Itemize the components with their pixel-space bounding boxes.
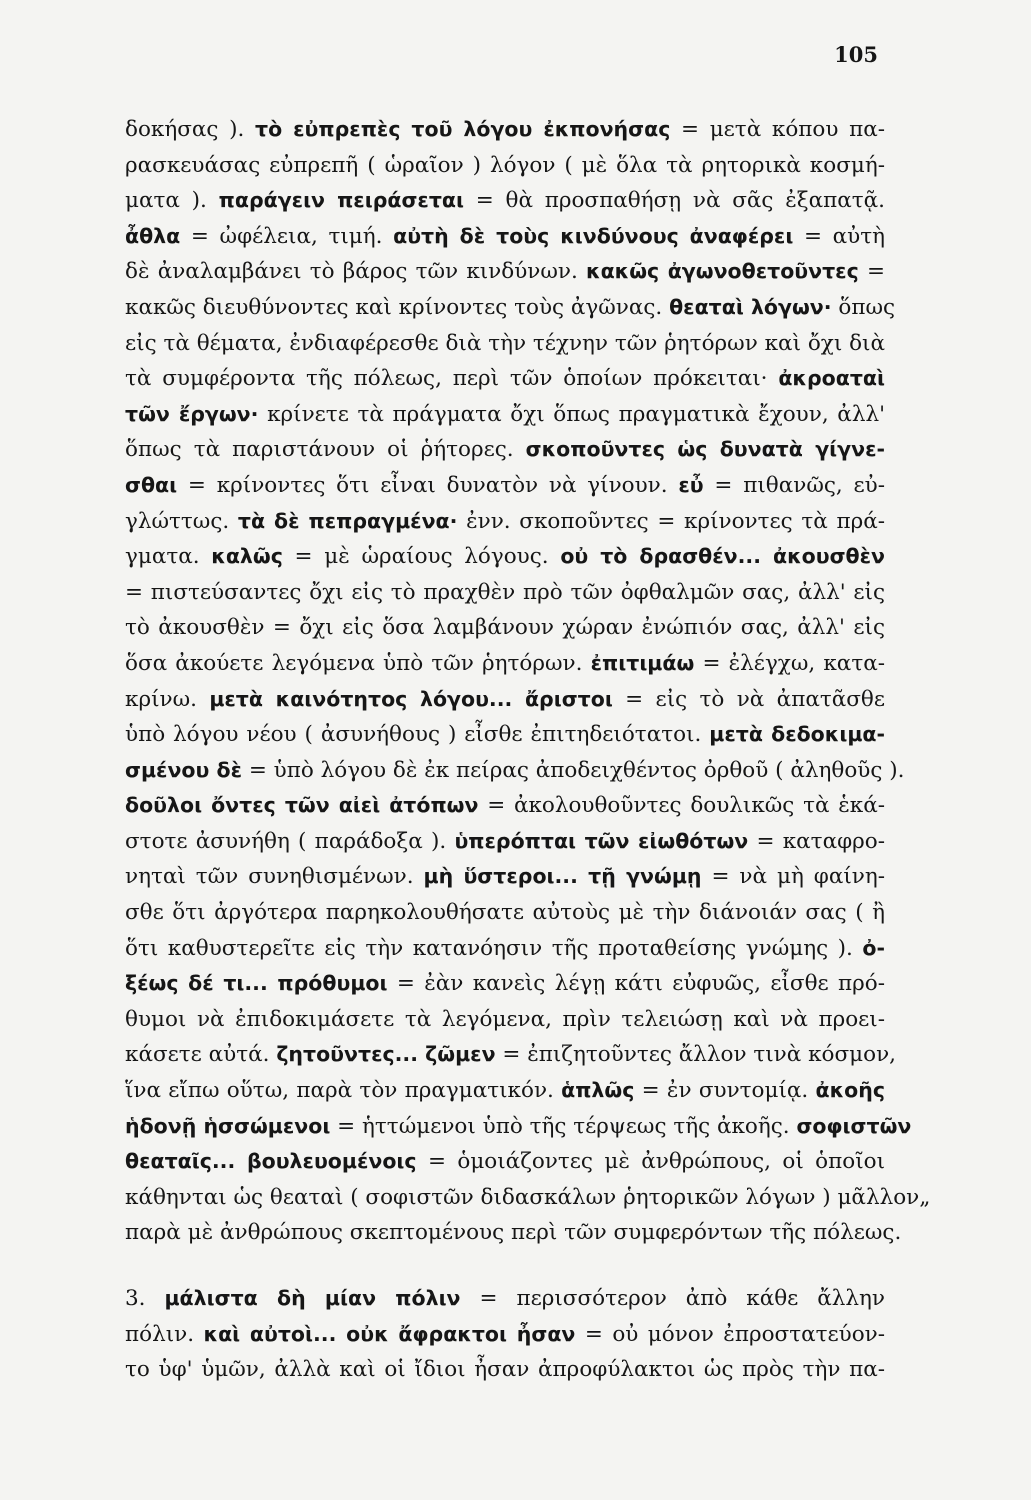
text-line <box>125 966 885 1002</box>
gloss-text: ὅτι καθυστερεῖτε εἰς τὴν κατανόησιν τῆς προταθείσης γνώμης ). <box>125 935 863 961</box>
gloss-text: ἐνν. σκοποῦντες = κρίνοντες τὰ πρά- <box>457 508 885 534</box>
text-line <box>125 717 885 753</box>
lemma-bold: ἀκροαταὶ <box>778 366 885 391</box>
lemma-bold: καὶ αὐτοὶ... οὐκ ἄφρακτοι ἦσαν <box>203 1321 576 1346</box>
gloss-text: = πιθανῶς, εὐ- <box>703 472 886 498</box>
lemma-bold: μάλιστα δὴ μίαν πόλιν <box>164 1286 461 1310</box>
text-line <box>125 219 885 255</box>
gloss-text: γματα. <box>125 544 212 570</box>
text-line <box>125 895 885 931</box>
gloss-text: = ἐν συντομίᾳ. <box>634 1078 816 1104</box>
gloss-text: το ὑφ' ὑμῶν, ἀλλὰ καὶ οἱ ἴδιοι ἦσαν ἀπροφύλακτοι ὡς πρὸς τὴν πα- <box>125 1357 885 1383</box>
section-gap <box>125 1251 885 1281</box>
text-line <box>125 788 885 824</box>
text-line <box>125 468 885 504</box>
text-line <box>125 1215 902 1251</box>
gloss-text: ματα ). <box>125 188 219 214</box>
lemma-bold: μετὰ δεδοκιμα- <box>709 722 885 747</box>
text-line <box>125 326 885 362</box>
gloss-text: = θὰ προσπαθήσῃ νὰ σᾶς ἐξαπατᾷ. <box>463 188 885 214</box>
commentary-section <box>125 112 931 1251</box>
text-line <box>125 1037 896 1073</box>
gloss-text: κακῶς διευθύνοντες καὶ κρίνοντες τοὺς ἀγῶνας. <box>125 294 670 320</box>
text-line <box>125 112 885 148</box>
gloss-text: τὸ ἀκουσθὲν = ὄχι εἰς ὅσα λαμβάνουν χώραν ἐνώπιόν σας, ἀλλ' εἰς <box>125 615 885 641</box>
gloss-text: τὰ συμφέροντα τῆς πόλεως, περὶ τῶν ὁποίων πρόκειται· <box>125 366 779 392</box>
text-line <box>125 859 885 895</box>
gloss-text: = μὲ ὡραίους λόγους. <box>282 544 561 570</box>
lemma-bold: τῶν ἔργων· <box>125 401 259 426</box>
lemma-bold: αὐτὴ δὲ τοὺς κινδύνους ἀναφέρει <box>393 223 794 248</box>
gloss-text: ὅπως τὰ παριστάνουν οἱ ῥήτορες. <box>125 437 526 463</box>
text-line <box>125 575 885 611</box>
lemma-bold: σθαι <box>125 472 178 497</box>
lemma-bold: ξέως δέ τι... πρόθυμοι <box>125 971 388 996</box>
commentary-text <box>125 112 931 1388</box>
text-line <box>125 290 896 326</box>
gloss-text: = ἡττώμενοι ὑπὸ τῆς τέρψεως τῆς ἀκοῆς. <box>330 1113 797 1139</box>
lemma-bold: οὐ τὸ δρασθέν... ἀκουσθὲν <box>560 544 885 569</box>
gloss-text: 3. <box>125 1286 165 1311</box>
lemma-bold: τὸ εὐπρεπὲς τοῦ λόγου ἐκπονήσας <box>255 117 671 141</box>
lemma-bold: ζητοῦντες... ζῶμεν <box>276 1042 496 1067</box>
text-line <box>125 254 885 290</box>
gloss-text: = ἀκολουθοῦντες δουλικῶς τὰ ἑκά- <box>478 793 885 819</box>
text-line <box>125 753 905 789</box>
lemma-bold: ὑπερόπται τῶν εἰωθότων <box>454 828 749 853</box>
text-line <box>125 610 885 646</box>
text-line <box>125 1144 885 1180</box>
text-line <box>125 183 885 219</box>
text-line <box>125 432 885 468</box>
gloss-text: κρίνω. <box>125 686 210 712</box>
gloss-text: κάσετε αὐτά. <box>125 1042 277 1068</box>
lemma-bold: ἀκοῆς <box>815 1078 885 1103</box>
gloss-text: = κρίνοντες ὅτι εἶναι δυνατὸν νὰ γίνουν. <box>177 472 679 498</box>
lemma-bold: θεαταῖς... βουλευομένοις <box>125 1149 417 1174</box>
lemma-bold: θεαταὶ λόγων· <box>669 294 832 319</box>
gloss-text: πόλιν. <box>125 1321 204 1347</box>
text-line <box>125 1352 885 1388</box>
gloss-text: = ὑπὸ λόγου δὲ ἐκ πείρας ἀποδειχθέντος ὀρθοῦ ( ἀληθοῦς ). <box>241 757 905 783</box>
lemma-bold: μὴ ὕστεροι... τῇ γνώμῃ <box>423 864 702 889</box>
gloss-text: = πιστεύσαντες ὄχι εἰς τὸ πραχθὲν πρὸ τῶν ὀφθαλμῶν σας, ἀλλ' εἰς <box>125 579 885 605</box>
lemma-bold: δοῦλοι ὄντες τῶν αἰεὶ ἀτόπων <box>125 793 479 818</box>
commentary-section-3 <box>125 1281 885 1388</box>
text-line <box>125 148 885 184</box>
lemma-bold: εὖ <box>678 472 704 497</box>
gloss-text: = ἐὰν κανεὶς λέγῃ κάτι εὐφυῶς, εἶσθε πρό- <box>387 971 885 997</box>
text-line <box>125 1073 885 1109</box>
gloss-text: ὅσα ἀκούετε λεγόμενα ὑπὸ τῶν ῥητόρων. <box>125 650 591 676</box>
gloss-text: = νὰ μὴ φαίνη- <box>701 864 885 890</box>
page-number: 105 <box>834 42 878 67</box>
text-line <box>125 1002 885 1038</box>
gloss-text: δὲ ἀναλαμβάνει τὸ βάρος τῶν κινδύνων. <box>125 259 586 285</box>
gloss-text: παρὰ μὲ ἀνθρώπους σκεπτομένους περὶ τῶν συμφερόντων τῆς πόλεως. <box>125 1220 902 1246</box>
text-line <box>125 539 885 575</box>
lemma-bold: σκοποῦντες ὡς δυνατὰ γίγνε- <box>525 437 885 462</box>
text-line <box>125 504 885 540</box>
lemma-bold: σμένου δὲ <box>125 757 242 782</box>
lemma-bold: μετὰ καινότητος λόγου... ἄριστοι <box>209 686 613 711</box>
lemma-bold: παράγειν πειράσεται <box>218 188 464 213</box>
text-line <box>125 397 885 433</box>
gloss-text: σθε ὅτι ἀργότερα παρηκολουθήσατε αὐτοὺς μὲ τὴν διάνοιάν σας ( ἢ <box>125 900 885 926</box>
text-line <box>125 646 885 682</box>
gloss-text: ἵνα εἴπω οὕτω, παρὰ τὸν πραγματικόν. <box>125 1078 562 1104</box>
gloss-text: = αὐτὴ <box>793 223 885 249</box>
text-line <box>125 1180 931 1216</box>
gloss-text: = οὐ μόνον ἐπροστατεύον- <box>575 1321 885 1347</box>
text-line <box>125 824 885 860</box>
gloss-text: στοτε ἀσυνήθη ( παράδοξα ). <box>125 828 455 854</box>
gloss-text: = καταφρο- <box>748 828 885 854</box>
text-line <box>125 931 885 967</box>
gloss-text: δοκήσας ). <box>125 117 255 142</box>
gloss-text: = ὁμοιάζοντες μὲ ἀνθρώπους, οἱ ὁποῖοι <box>416 1149 885 1175</box>
gloss-text: = εἰς τὸ νὰ ἀπατᾶσθε <box>612 686 886 712</box>
text-line <box>125 682 885 718</box>
gloss-text: = ἐπιζητοῦντες ἄλλον τινὰ κόσμον, <box>495 1042 896 1068</box>
gloss-text: νηταὶ τῶν συνηθισμένων. <box>125 864 424 890</box>
lemma-bold: κακῶς ἀγωνοθετοῦντες <box>586 259 859 284</box>
gloss-text: κρίνετε τὰ πράγματα ὄχι ὅπως πραγματικὰ ἔχουν, ἀλλ' <box>258 401 885 427</box>
gloss-text: ὑπὸ λόγου νέου ( ἀσυνήθους ) εἶσθε ἐπιτηδειότατοι. <box>125 722 710 748</box>
gloss-text: = περισσότερον ἀπὸ κάθε ἄλλην <box>460 1286 885 1311</box>
lemma-bold: καλῶς <box>211 544 283 569</box>
lemma-bold: σοφιστῶν <box>796 1113 912 1138</box>
text-line <box>125 1281 885 1317</box>
text-line <box>125 1317 885 1353</box>
gloss-text: ρασκευάσας εὐπρεπῆ ( ὡραῖον ) λόγον ( μὲ ὅλα τὰ ρητορικὰ κοσμή- <box>125 152 885 178</box>
gloss-text: = μετὰ κόπου πα- <box>670 117 885 142</box>
lemma-bold: ἡδονῇ ἡσσώμενοι <box>125 1113 331 1138</box>
gloss-text: ὅπως <box>831 294 896 320</box>
lemma-bold: ἁπλῶς <box>561 1078 635 1103</box>
gloss-text: = ἐλέγχω, κατα- <box>694 650 885 676</box>
gloss-text: κάθηνται ὡς θεαταὶ ( σοφιστῶν διδασκάλων ῥητορικῶν λόγων ) μᾶλλον„ <box>125 1184 931 1210</box>
lemma-bold: ἆθλα <box>125 223 181 248</box>
gloss-text: = <box>858 259 885 285</box>
lemma-bold: τὰ δὲ πεπραγμένα· <box>237 508 458 533</box>
text-line <box>125 1109 912 1145</box>
gloss-text: = ὠφέλεια, τιμή. <box>180 223 394 249</box>
gloss-text: θυμοι νὰ ἐπιδοκιμάσετε τὰ λεγόμενα, πρὶν τελειώσῃ καὶ νὰ προει- <box>125 1006 885 1032</box>
lemma-bold: ὀ- <box>862 935 885 960</box>
text-line <box>125 361 885 397</box>
gloss-text: εἰς τὰ θέματα, ἐνδιαφέρεσθε διὰ τὴν τέχνην τῶν ῥητόρων καὶ ὄχι διὰ <box>125 330 885 356</box>
lemma-bold: ἐπιτιμάω <box>590 650 695 675</box>
gloss-text: γλώττως. <box>125 508 238 534</box>
